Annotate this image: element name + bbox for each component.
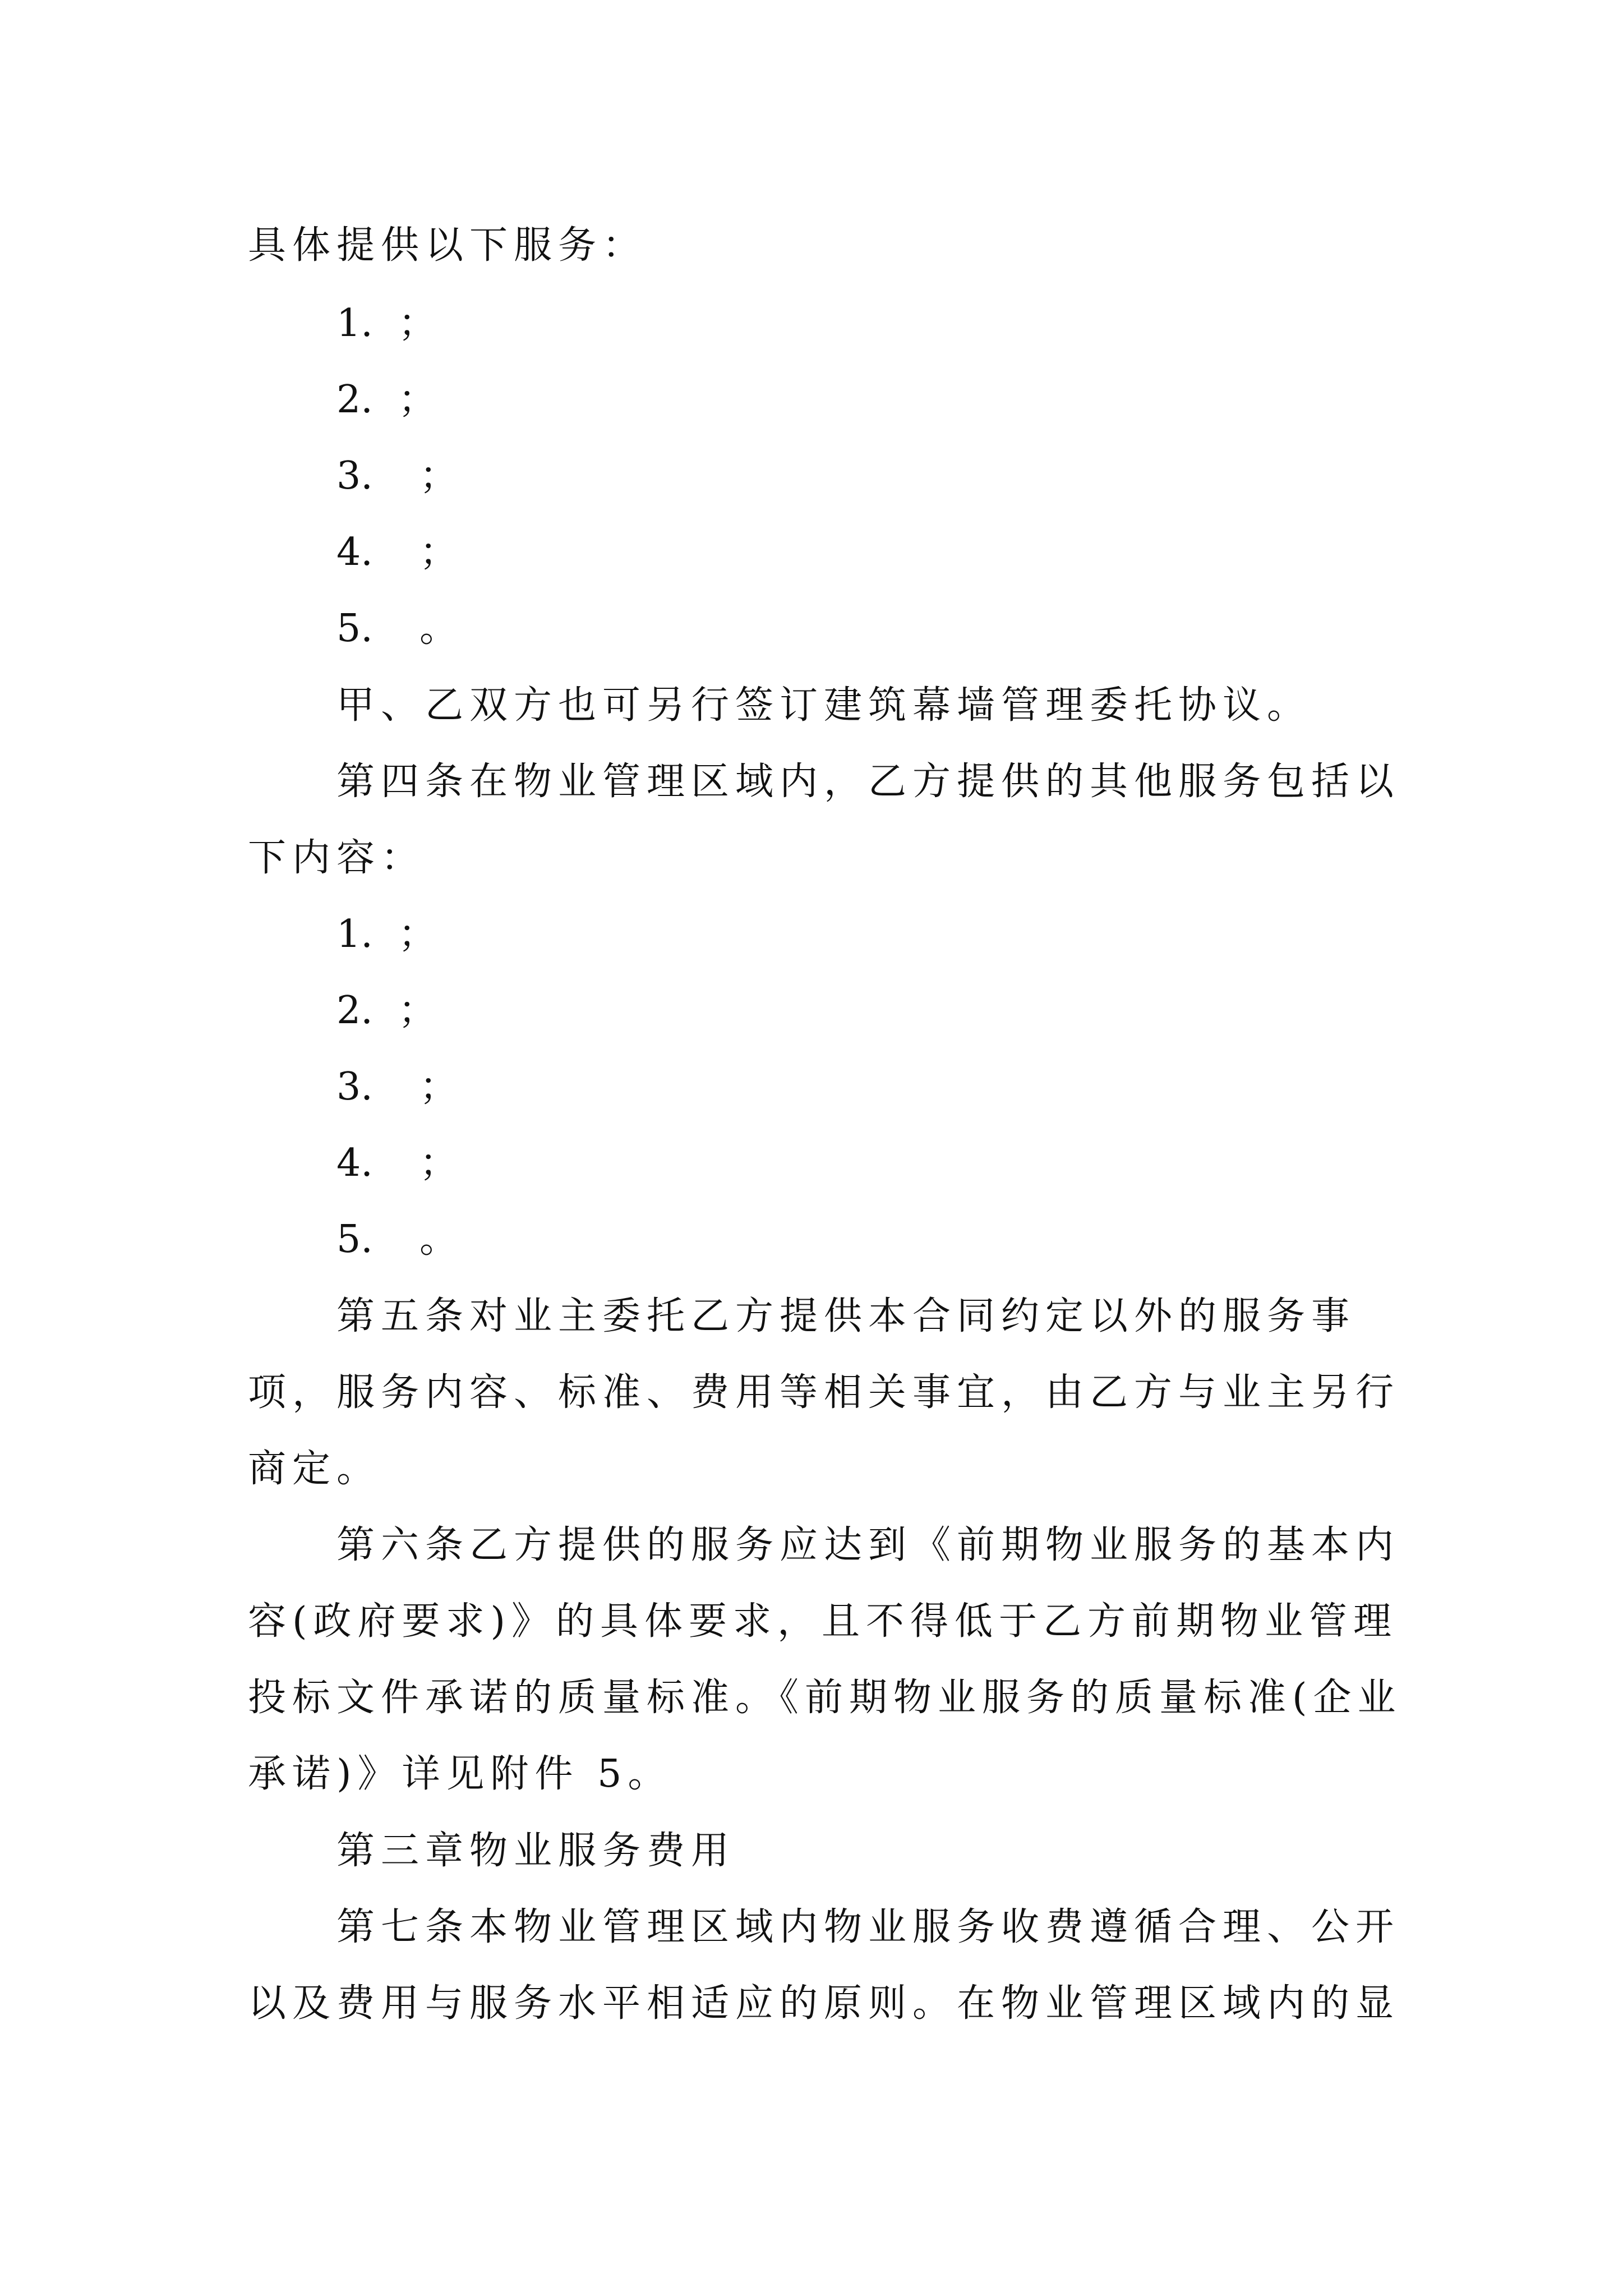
list-punctuation: ；: [398, 912, 437, 956]
list-number: 3.: [336, 1065, 373, 1109]
list-item: [336, 1141, 458, 1185]
article-6-line-3: 投标文件承诺的质量标准。《前期物业服务的质量标准(企业: [248, 1676, 1402, 1720]
list-item: [336, 454, 458, 498]
list-item: [336, 1217, 458, 1262]
list-item: [336, 912, 437, 956]
list-item: [336, 378, 437, 422]
list-number: 5.: [336, 606, 373, 651]
article-4-line-2: 下内容：: [248, 836, 426, 880]
article-4-line-1: 第四条在物业管理区域内，乙方提供的其他服务包括以: [336, 760, 1400, 804]
list-punctuation: ；: [398, 301, 437, 346]
list-punctuation: ；: [398, 988, 437, 1033]
article-7-line-1: 第七条本物业管理区域内物业服务收费遵循合理、公开: [336, 1905, 1400, 1949]
list-punctuation: 。: [419, 1217, 458, 1262]
list-item: [336, 1065, 458, 1109]
list-punctuation: ；: [419, 1065, 458, 1109]
list-punctuation: ；: [419, 454, 458, 498]
list-number: 4.: [336, 1141, 373, 1185]
list-punctuation: ；: [398, 378, 437, 422]
intro-line: 具体提供以下服务：: [248, 223, 647, 268]
list-number: 4.: [336, 530, 373, 574]
article-6-line-1: 第六条乙方提供的服务应达到《前期物业服务的基本内: [336, 1523, 1400, 1567]
list-item: [336, 301, 437, 346]
list-item: [336, 530, 458, 574]
article-5-line-2: 项，服务内容、标准、费用等相关事宜，由乙方与业主另行: [248, 1370, 1400, 1415]
article-7-line-2: 以及费用与服务水平相适应的原则。在物业管理区域内的显: [248, 1981, 1400, 2026]
list-number: 5.: [336, 1217, 373, 1262]
list-item: [336, 988, 437, 1033]
list-number: 2.: [336, 988, 373, 1033]
list-number: 3.: [336, 454, 373, 498]
list-number: 1.: [336, 301, 373, 346]
chapter-3-heading: 第三章物业服务费用: [336, 1829, 736, 1873]
list-number: 2.: [336, 378, 373, 422]
article-5-line-1: 第五条对业主委托乙方提供本合同约定以外的服务事: [336, 1294, 1356, 1338]
list-number: 1.: [336, 912, 373, 956]
list-punctuation: 。: [419, 606, 458, 651]
article-5-line-3: 商定。: [248, 1447, 381, 1491]
list-item: [336, 606, 458, 651]
list-punctuation: ；: [419, 1141, 458, 1185]
article-6-line-4: 承诺)》详见附件 5。: [248, 1752, 672, 1796]
curtain-wall-paragraph: 甲、乙双方也可另行签订建筑幕墙管理委托协议。: [336, 683, 1312, 728]
list-punctuation: ；: [419, 530, 458, 574]
article-6-line-2: 容(政府要求)》的具体要求，且不得低于乙方前期物业管理: [248, 1599, 1398, 1644]
